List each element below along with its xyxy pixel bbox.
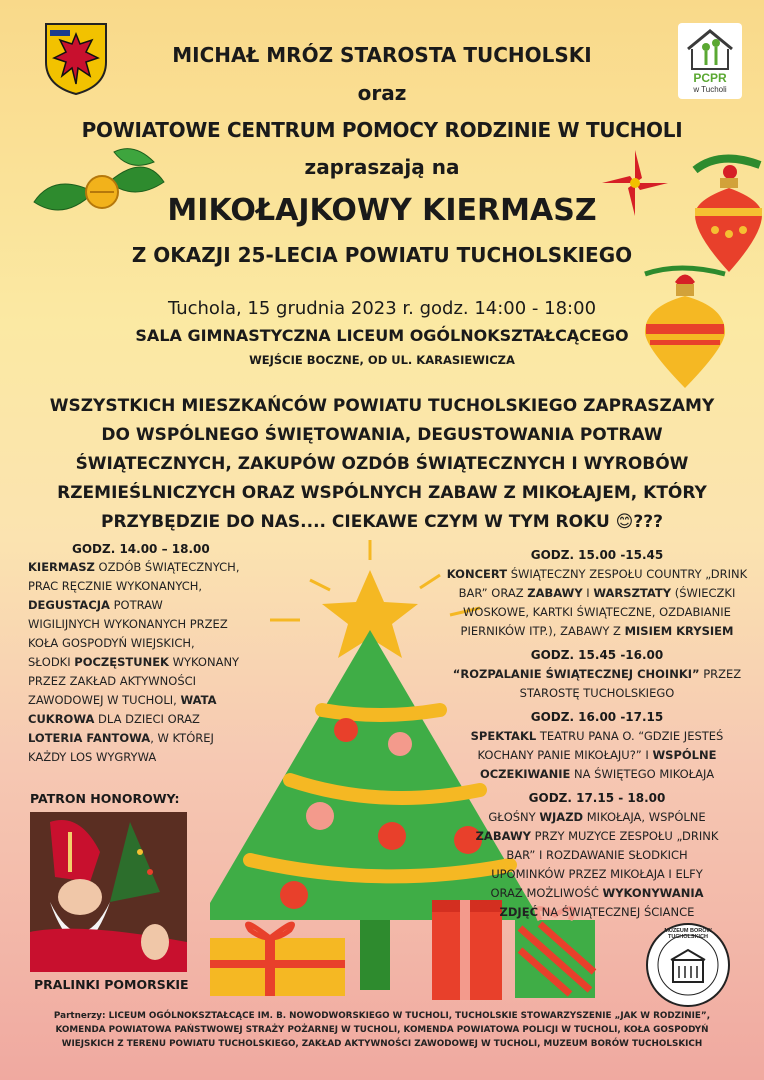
event-subtitle: Z OKAZJI 25-LECIA POWIATU TUCHOLSKIEGO [131,243,633,267]
program-text: ŚWIĄTECZNY ZESPOŁU COUNTRY „DRINK [507,567,748,581]
program-keyword: OCZEKIWANIE [479,767,571,781]
program-text: , W KTÓREJ [150,731,214,745]
program-text: STAROSTĘ TUCHOLSKIEGO [519,686,675,700]
museum-logo-text: MUZEUM BORÓW TUCHOLSKICH [664,928,712,940]
program-time: GODZ. 17.15 - 18.00 [528,791,666,805]
program-line [28,653,278,672]
event-date: Tuchola, 15 grudnia 2023 r. godz. 14:00 - 18:00 [167,298,597,319]
program-text: PRZY MUZYCE ZESPOŁU „DRINK [531,829,719,843]
invitation-line: RZEMIEŚLNICZYCH ORAZ WSPÓLNYCH ZABAW Z MIKOŁAJEM, KTÓRY [57,483,707,503]
program-description [432,665,762,703]
program-description [432,565,762,641]
program-text: PRZEZ [699,667,742,681]
program-keyword: ZABAWY [475,829,531,843]
program-line [432,603,762,622]
ornament-red-icon [690,150,764,275]
program-line [432,565,762,584]
program-keyword: CUKROWA [28,712,95,726]
invitation-line: WSZYSTKICH MIESZKAŃCÓW POWIATU TUCHOLSKIEGO ZAPRASZAMY [49,396,715,416]
program-text: SŁODKI [28,655,75,669]
program-text: NA ŚWIĘTEGO MIKOŁAJA [570,767,715,781]
program-keyword: SPEKTAKL [470,729,537,743]
event-entrance: WEJŚCIE BOCZNE, OD UL. KARASIEWICZA [249,353,515,367]
poinsettia-icon [600,148,670,218]
partners-line: KOMENDA POWIATOWA PAŃSTWOWEJ STRAŻY POŻARNEJ W TUCHOLI, KOMENDA POWIATOWA POLICJI W TUCHOLI, KOŁA GOSPODYŃ [55,1025,709,1035]
program-line [432,903,762,922]
invitation-text [0,392,764,537]
program-schedule [432,546,762,922]
program-text: KOŁA GOSPODYŃ WIEJSKICH, [28,636,195,650]
schedule-item [432,708,762,784]
program-text: POTRAW [109,598,163,612]
program-line [28,748,278,767]
schedule-item [432,646,762,703]
program-keyword: WARSZTATY [593,586,672,600]
invitation-line: DO WSPÓLNEGO ŚWIĘTOWANIA, DEGUSTOWANIA POTRAW [101,425,663,445]
program-line [432,765,762,784]
program-line [28,596,278,615]
program-line [28,634,278,653]
program-line [28,710,278,729]
program-line [28,615,278,634]
program-block-left [28,540,278,767]
program-line [432,746,762,765]
invitation-line: ŚWIĄTECZNYCH, ZAKUPÓW OZDÓB ŚWIĄTECZNYCH I WYROBÓW [75,454,689,474]
program-text: KAŻDY LOS WYGRYWA [28,750,157,764]
program-time: GODZ. 15.45 -16.00 [530,648,664,662]
program-keyword: WSPÓLNE [652,748,717,762]
program-text: (ŚWIECZKI [671,586,736,600]
program-text: GŁOŚNY [488,810,540,824]
patron-label: PATRON HONOROWY: [30,791,180,806]
program-line [28,691,278,710]
program-block-right [432,546,762,927]
patron-name: PRALINKI POMORSKIE [34,977,189,992]
program-text: PRAC RĘCZNIE WYKONANYCH, [28,579,203,593]
header-line-4: zapraszają na [304,155,460,179]
program-description [432,808,762,922]
program-line [432,808,762,827]
program-text: PIERNIKÓW ITP.), ZABAWY Z [460,624,625,638]
program-text: TEATRU PANA O. “GDZIE JESTEŚ [536,729,724,743]
program-line [28,672,278,691]
program-line [432,684,762,703]
program-line [432,846,762,865]
program-keyword: WATA [180,693,217,707]
program-text: ZAWODOWEJ W TUCHOLI, [28,693,181,707]
program-time: GODZ. 16.00 -17.15 [530,710,664,724]
program-keyword: “ROZPALANIE ŚWIĄTECZNEJ CHOINKI” [452,667,700,681]
program-keyword: LOTERIA FANTOWA [28,731,151,745]
program-text: UPOMINKÓW PRZEZ MIKOŁAJA I ELFY [491,867,703,881]
program-keyword: KIERMASZ [28,560,95,574]
partners-line: WIEJSKICH Z TERENU POWIATU TUCHOLSKIEGO, ZAKŁAD AKTYWNOŚCI ZAWODOWEJ W TUCHOLI, MUZEUM BORÓW TUCHOLSKICH [61,1039,703,1049]
program-line [432,727,762,746]
program-line [432,884,762,903]
program-text: KOCHANY PANIE MIKOŁAJU?” I [477,748,653,762]
header-line-1: MICHAŁ MRÓZ STAROSTA TUCHOLSKI [172,43,592,67]
program-keyword: MISIEM KRYSIEM [624,624,734,638]
program-line [432,622,762,641]
program-text: DLA DZIECI ORAZ [94,712,200,726]
program-keyword: DEGUSTACJA [28,598,110,612]
event-venue: SALA GIMNASTYCZNA LICEUM OGÓLNOKSZTAŁCĄCEGO [135,326,629,345]
program-line [28,558,278,577]
program-time: GODZ. 14.00 – 18.00 [72,542,210,556]
program-keyword: WJAZD [539,810,584,824]
program-text: MIKOŁAJA, WSPÓLNE [583,810,706,824]
partners-line: Partnerzy: LICEUM OGÓLNOKSZTAŁCĄCE IM. B. NOWODWORSKIEGO W TUCHOLI, TUCHOLSKIE STOWARZYSZENIE „JAK W RODZINIE”, [53,1011,711,1021]
program-line [432,865,762,884]
program-text: WIGILIJNYCH WYKONANYCH PRZEZ [28,617,228,631]
event-title: MIKOŁAJKOWY KIERMASZ [167,193,597,228]
program-keyword: ZABAWY [527,586,583,600]
partners-text [0,1009,764,1051]
program-text: ORAZ MOŻLIWOŚĆ [490,886,603,900]
museum-logo [645,922,731,1008]
program-text: NA ŚWIĄTECZNEJ ŚCIANCE [538,905,695,919]
program-text: PRZEZ ZAKŁAD AKTYWNOŚCI [28,674,197,688]
program-text: WOSKOWE, KARTKI ŚWIĄTECZNE, OZDABIANIE [463,605,731,619]
program-keyword: ZDJĘĆ [499,905,539,919]
invitation-line: PRZYBĘDZIE DO NAS.... CIEKAWE CZYM W TYM ROKU 😊??? [101,512,663,532]
program-description [28,558,278,767]
holly-decoration-icon [14,142,174,242]
patron-photo [30,812,187,972]
program-text: BAR” ORAZ [458,586,528,600]
program-line [28,577,278,596]
program-keyword: POCZĘSTUNEK [74,655,169,669]
program-description [432,727,762,784]
program-line [28,729,278,748]
header-line-2: oraz [357,81,407,105]
schedule-item [432,789,762,922]
program-line [432,584,762,603]
pcpr-logo-sub: w Tucholi [693,85,727,94]
header-line-3: POWIATOWE CENTRUM POMOCY RODZINIE W TUCHOLI [81,118,683,142]
program-text: I [582,586,594,600]
program-time: GODZ. 15.00 -15.45 [530,548,664,562]
pcpr-logo-name: PCPR [693,71,727,85]
program-text: BAR” I ROZDAWANIE SŁODKICH [506,848,688,862]
program-line [432,827,762,846]
program-keyword: WYKONYWANIA [602,886,704,900]
program-text: OZDÓB ŚWIĄTECZNYCH, [94,560,240,574]
program-keyword: KONCERT [446,567,508,581]
program-text: WYKONANY [168,655,240,669]
program-line [432,665,762,684]
schedule-item [432,546,762,641]
